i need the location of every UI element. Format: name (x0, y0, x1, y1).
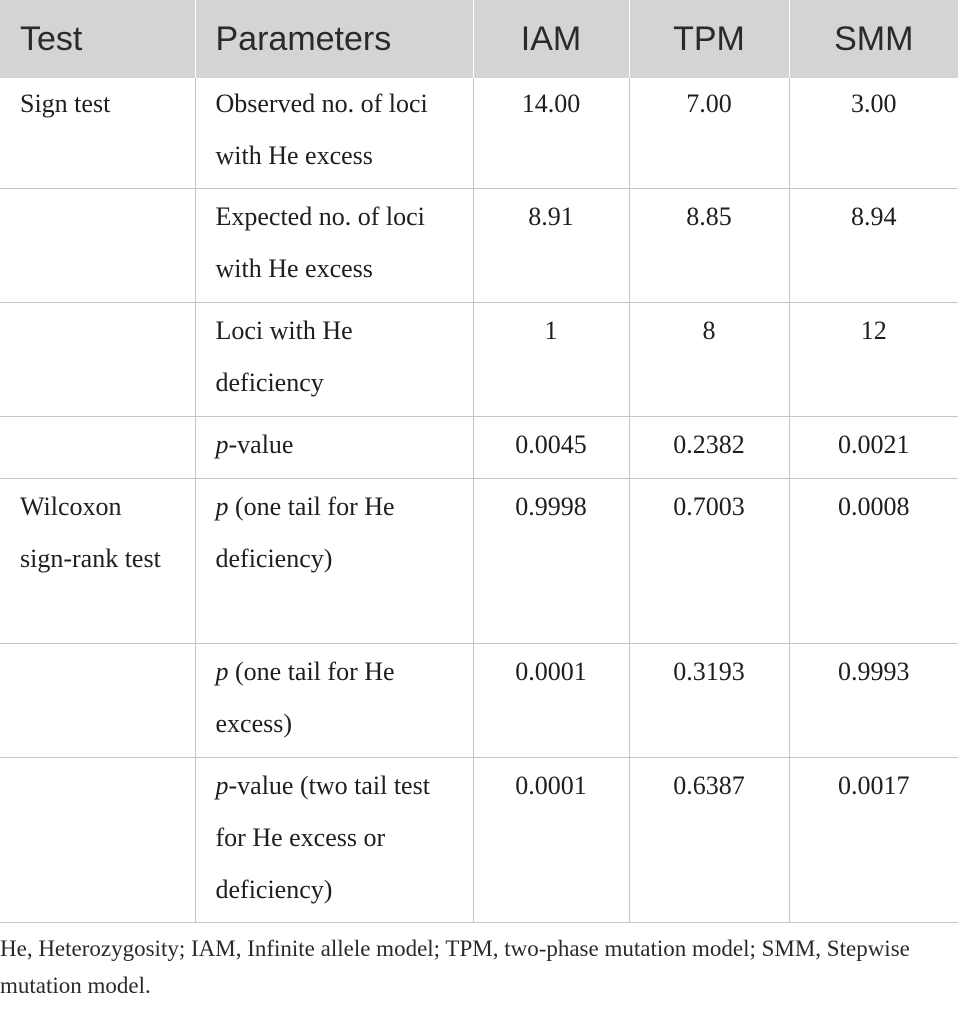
cell-smm: 0.0008 (789, 479, 958, 644)
parameter-italic: p (215, 771, 229, 800)
cell-smm: 3.00 (789, 78, 958, 189)
table-row (0, 303, 958, 417)
cell-iam: 14.00 (473, 78, 629, 189)
parameter-italic: p (215, 430, 229, 459)
parameter-text: Expected no. of loci with He excess (215, 202, 425, 283)
cell-tpm: 0.6387 (629, 758, 789, 923)
cell-parameter (195, 78, 473, 189)
cell-parameter (195, 189, 473, 303)
cell-iam: 0.9998 (473, 479, 629, 644)
cell-iam: 0.0001 (473, 758, 629, 923)
table-row (0, 479, 958, 644)
cell-tpm: 7.00 (629, 78, 789, 189)
header-row (0, 0, 958, 78)
header-test: Test (0, 0, 195, 78)
header-smm: SMM (789, 0, 958, 78)
table-row (0, 78, 958, 189)
table-header (0, 0, 958, 78)
parameter-text: Loci with He deficiency (215, 316, 353, 397)
header-parameters: Parameters (195, 0, 473, 78)
cell-iam: 0.0001 (473, 644, 629, 758)
parameter-text: Observed no. of loci with He excess (215, 89, 428, 170)
header-iam: IAM (473, 0, 629, 78)
parameter-text: -value (two tail test for He excess or deficiency) (215, 771, 430, 904)
cell-iam: 0.0045 (473, 417, 629, 479)
cell-parameter (195, 303, 473, 417)
table-footnote: He, Heterozygosity; IAM, Infinite allele model; TPM, two-phase mutation model; SMM, Stepwise mutation model. (0, 936, 910, 998)
cell-smm: 0.0021 (789, 417, 958, 479)
cell-tpm: 0.2382 (629, 417, 789, 479)
parameter-text: -value (228, 430, 294, 459)
cell-parameter (195, 479, 473, 644)
cell-test: Wilcoxon sign-rank test (0, 479, 195, 644)
table-row (0, 644, 958, 758)
table-row (0, 758, 958, 923)
table-row (0, 417, 958, 479)
cell-test (0, 417, 195, 479)
cell-tpm: 8.85 (629, 189, 789, 303)
cell-tpm: 8 (629, 303, 789, 417)
parameter-text: (one tail for He excess) (215, 657, 395, 738)
cell-iam: 1 (473, 303, 629, 417)
table-body (0, 78, 958, 923)
cell-parameter (195, 644, 473, 758)
cell-iam: 8.91 (473, 189, 629, 303)
cell-test (0, 644, 195, 758)
cell-test (0, 303, 195, 417)
parameter-text: (one tail for He deficiency) (215, 492, 395, 573)
cell-tpm: 0.7003 (629, 479, 789, 644)
header-tpm: TPM (629, 0, 789, 78)
cell-smm: 0.9993 (789, 644, 958, 758)
table-row (0, 189, 958, 303)
cell-smm: 12 (789, 303, 958, 417)
cell-test (0, 758, 195, 923)
cell-smm: 8.94 (789, 189, 958, 303)
parameter-italic: p (215, 492, 229, 521)
cell-parameter (195, 417, 473, 479)
parameter-italic: p (215, 657, 229, 686)
cell-tpm: 0.3193 (629, 644, 789, 758)
cell-test (0, 189, 195, 303)
cell-smm: 0.0017 (789, 758, 958, 923)
cell-test: Sign test (0, 78, 195, 189)
cell-parameter (195, 758, 473, 923)
